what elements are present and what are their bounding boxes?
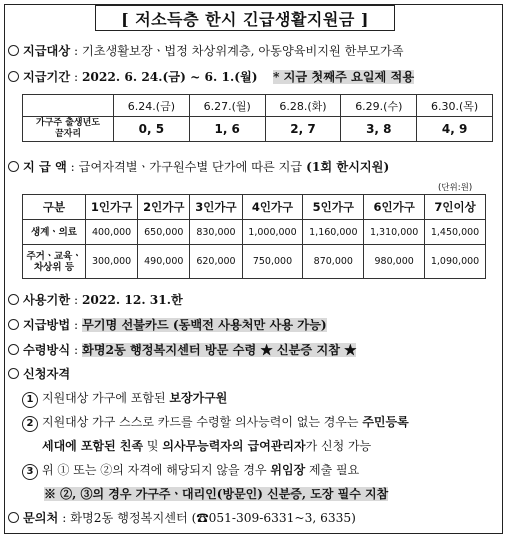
contact-row: 문의처 : 화명2동 행정복지센터 (☎051-309-6331~3, 6335) bbox=[8, 509, 356, 526]
circle-bullet-icon bbox=[8, 71, 19, 82]
apply-note: ※ ②, ③의 경우 가구주ㆍ대리인(방문인) 신분증, 도장 필수 지참 bbox=[44, 487, 389, 501]
schedule-date: 6.27.(월) bbox=[189, 95, 265, 117]
amount-cell: 1,090,000 bbox=[425, 245, 486, 279]
contact-value: 화명2동 행정복지센터 (☎051-309-6331~3, 6335) bbox=[70, 511, 356, 525]
amount-header: 4인가구 bbox=[242, 195, 303, 220]
circle-bullet-icon bbox=[8, 45, 19, 56]
schedule-digits: 3, 8 bbox=[341, 117, 417, 142]
target-row: 지급대상 : 기초생활보장ㆍ법정 차상위계층, 아동양육비지원 한부모가족 bbox=[8, 42, 404, 59]
receive-value: 화명2동 행정복지센터 방문 수령 ★ 신분증 지참 ★ bbox=[81, 343, 357, 357]
amount-row-label: 생계ㆍ의료 bbox=[23, 220, 86, 245]
apply-item-2: 2 지원대상 가구 스스로 카드를 수령할 의사능력이 없는 경우는 주민등록 bbox=[22, 413, 409, 432]
deadline-label: 사용기한 bbox=[23, 293, 71, 307]
page-title: [ 저소득층 한시 긴급생활지원금 ] bbox=[95, 5, 395, 31]
amount-header: 2인가구 bbox=[138, 195, 190, 220]
period-row: 지급기간 : 2022. 6. 24.(금) ~ 6. 1.(월) * 지금 첫째주 요일제 적용 bbox=[8, 68, 414, 85]
schedule-date: 6.29.(수) bbox=[341, 95, 417, 117]
amount-cell: 650,000 bbox=[138, 220, 190, 245]
number-badge: 2 bbox=[22, 416, 38, 432]
target-value: 기초생활보장ㆍ법정 차상위계층, 아동양육비지원 한부모가족 bbox=[81, 44, 404, 58]
apply-row bbox=[8, 365, 70, 382]
amount-table-corner: 구분 bbox=[23, 195, 86, 220]
deadline-row: 사용기한 : 2022. 12. 31.한 bbox=[8, 291, 183, 308]
contact-label: 문의처 bbox=[23, 511, 59, 525]
circle-bullet-icon bbox=[8, 344, 19, 355]
method-row: 지급방법 : 무기명 선불카드 (동백전 사용처만 사용 가능) bbox=[8, 316, 327, 333]
apply-item-3: 3 위 ① 또는 ②의 자격에 해당되지 않을 경우 위임장 제출 필요 bbox=[22, 461, 359, 480]
period-note: * 지금 첫째주 요일제 적용 bbox=[273, 70, 415, 84]
amount-row: 지 급 액 : 급여자격별ㆍ가구원수별 단가에 따른 지급 (1회 한시지원) bbox=[8, 158, 389, 175]
schedule-row-header: 가구주 출생년도 끝자리 bbox=[23, 117, 114, 142]
amount-cell: 1,310,000 bbox=[364, 220, 425, 245]
schedule-digits: 0, 5 bbox=[114, 117, 190, 142]
unit-label: (단위:원) bbox=[438, 183, 473, 193]
amount-header: 6인가구 bbox=[364, 195, 425, 220]
amount-cell: 870,000 bbox=[303, 245, 364, 279]
amount-header: 7인이상 bbox=[425, 195, 486, 220]
amount-cell: 620,000 bbox=[190, 245, 242, 279]
deadline-value: 2022. 12. 31.한 bbox=[81, 293, 183, 307]
schedule-date: 6.30.(목) bbox=[417, 95, 493, 117]
apply-item-1: 1 지원대상 가구에 포함된 보장가구원 bbox=[22, 389, 227, 408]
schedule-digits: 1, 6 bbox=[189, 117, 265, 142]
circle-bullet-icon bbox=[8, 294, 19, 305]
circle-bullet-icon bbox=[8, 161, 19, 172]
period-value: 2022. 6. 24.(금) ~ 6. 1.(월) bbox=[81, 70, 258, 84]
receive-row: 수령방식 : 화명2동 행정복지센터 방문 수령 ★ 신분증 지참 ★ bbox=[8, 341, 356, 358]
amount-row-label: 주거ㆍ교육ㆍ 차상위 등 bbox=[23, 245, 86, 279]
circle-bullet-icon bbox=[8, 319, 19, 330]
amount-cell: 490,000 bbox=[138, 245, 190, 279]
amount-cell: 830,000 bbox=[190, 220, 242, 245]
method-label: 지급방법 bbox=[23, 318, 71, 332]
apply-label: 신청자격 bbox=[23, 367, 71, 381]
schedule-table bbox=[22, 94, 493, 142]
method-value: 무기명 선불카드 (동백전 사용처만 사용 가능) bbox=[81, 318, 327, 332]
target-label: 지급대상 bbox=[23, 44, 71, 58]
schedule-table-corner bbox=[23, 95, 114, 117]
schedule-digits: 4, 9 bbox=[417, 117, 493, 142]
schedule-date: 6.28.(화) bbox=[265, 95, 341, 117]
receive-label: 수령방식 bbox=[23, 343, 71, 357]
period-label: 지급기간 bbox=[23, 70, 71, 84]
amount-header: 1인가구 bbox=[86, 195, 138, 220]
amount-label: 지 급 액 bbox=[23, 160, 67, 174]
amount-cell: 1,160,000 bbox=[303, 220, 364, 245]
schedule-date: 6.24.(금) bbox=[114, 95, 190, 117]
amount-cell: 1,450,000 bbox=[425, 220, 486, 245]
circle-bullet-icon bbox=[8, 512, 19, 523]
schedule-digits: 2, 7 bbox=[265, 117, 341, 142]
amount-cell: 300,000 bbox=[86, 245, 138, 279]
apply-item-2-cont: 세대에 포함된 친족 및 의사무능력자의 급여관리자가 신청 가능 bbox=[42, 439, 372, 453]
number-badge: 3 bbox=[22, 464, 38, 480]
amount-cell: 980,000 bbox=[364, 245, 425, 279]
amount-cell: 400,000 bbox=[86, 220, 138, 245]
amount-cell: 750,000 bbox=[242, 245, 303, 279]
amount-header: 5인가구 bbox=[303, 195, 364, 220]
amount-cell: 1,000,000 bbox=[242, 220, 303, 245]
number-badge: 1 bbox=[22, 392, 38, 408]
circle-bullet-icon bbox=[8, 368, 19, 379]
amount-table bbox=[22, 194, 486, 279]
amount-value: 급여자격별ㆍ가구원수별 단가에 따른 지급 bbox=[78, 160, 303, 174]
amount-note: (1회 한시지원) bbox=[306, 160, 390, 174]
amount-header: 3인가구 bbox=[190, 195, 242, 220]
